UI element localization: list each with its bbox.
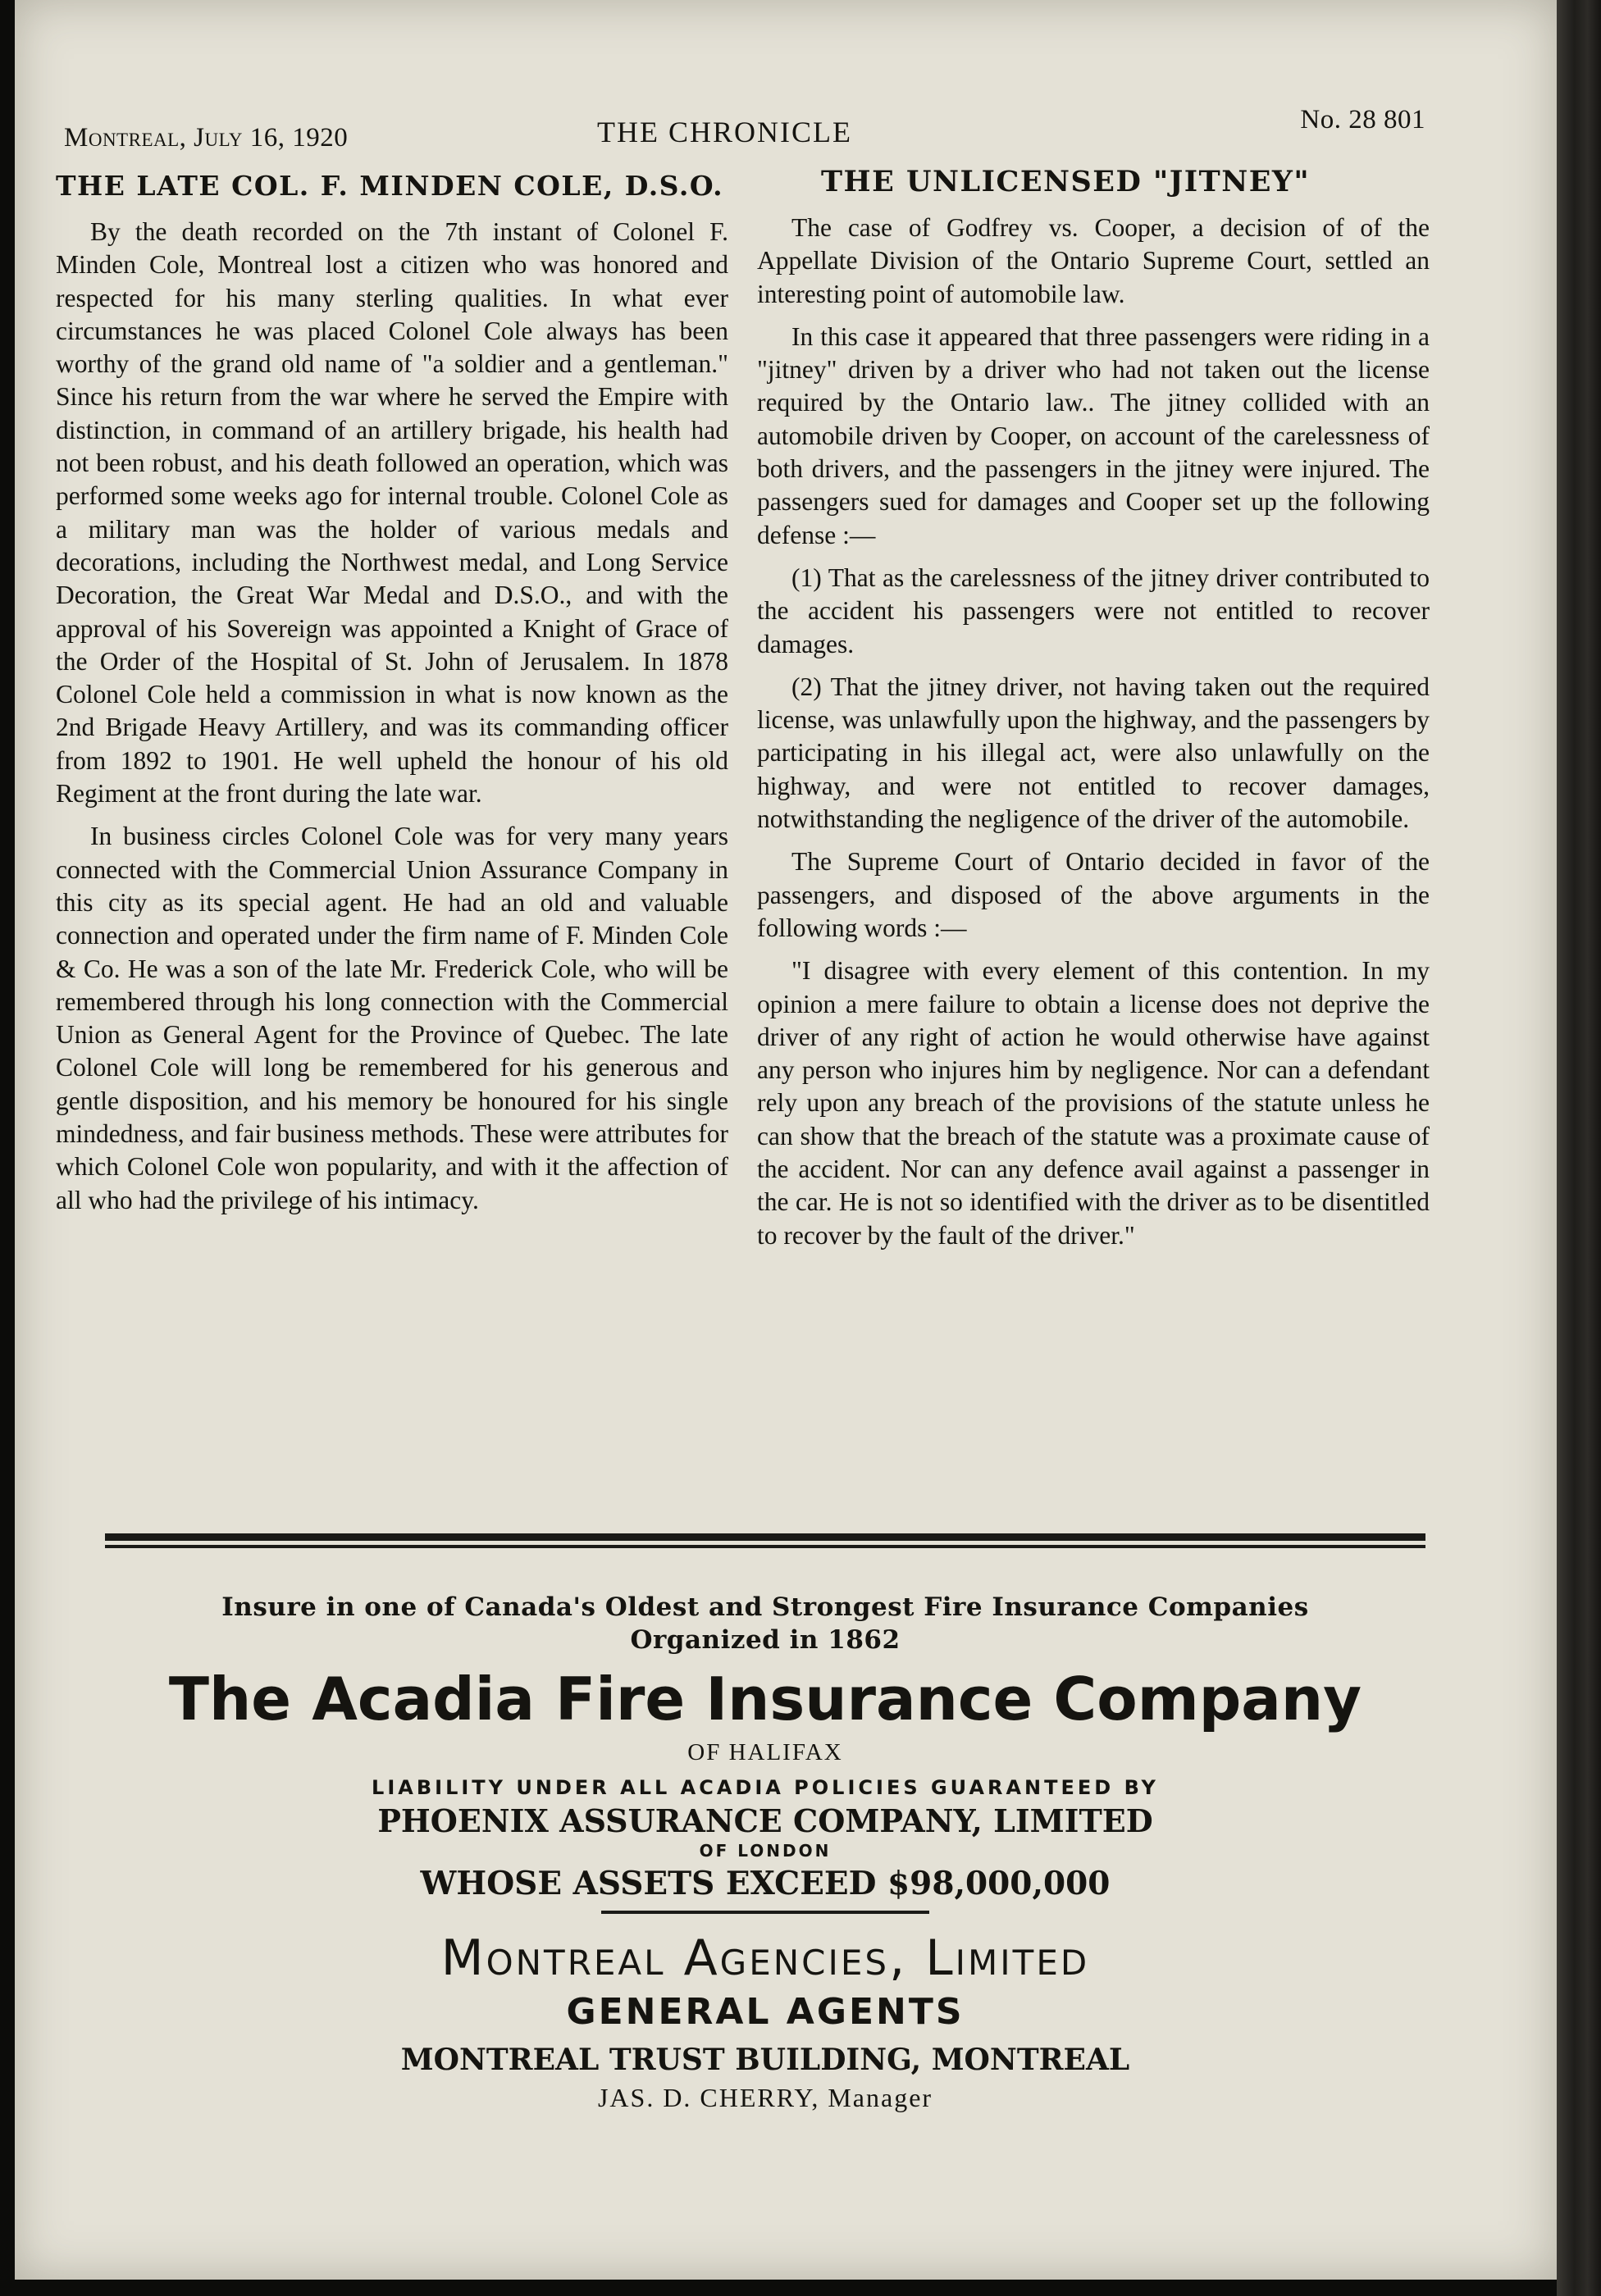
section-divider [105, 1545, 1425, 1548]
article-paragraph: In business circles Colonel Cole was for very many years connected with the Commercial Union Assurance Company in this city as its special agent. He had an old and valuable connection and operated under the firm name of F. Minden Cole & Co. He was a son of the late Mr. Frederick Cole, who will be remembered through his long connection with the Commercial Union as General Agent for the Province of Quebec. The late Colonel Cole will long be remembered for his generous and gentle disposition, and his memory be honoured for his single mindedness, and fair business methods. These were attributes for which Colonel Cole won popularity, and with it the affection of all who had the privilege of his intimacy. [56, 822, 728, 1214]
issue-and-page-number: No. 28 801 [1300, 105, 1425, 134]
magazine-page [15, 0, 1557, 2280]
ad-founding-year: Organized in 1862 [630, 1625, 901, 1655]
ad-agency-address: MONTREAL TRUST BUILDING, MONTREAL [400, 2043, 1130, 2077]
ad-manager: JAS. D. CHERRY, Manager [597, 2083, 933, 2112]
article-paragraph: In this case it appeared that three passengers were riding in a "jitney" driven by a driver who had not taken out the license required by the Ontario law.. The jitney collided with an automobile driven by Cooper, on account of the carelessness of both drivers, and the passengers in the jitney were injured. The passengers sued for damages and Cooper set up the following defense :— [757, 321, 1430, 549]
article-paragraph: (1) That as the carelessness of the jitney driver contributed to the accident his passengers were not entitled to recover damages. [757, 563, 1430, 658]
ad-agency-name: Montreal Agencies, Limited [440, 1929, 1090, 1987]
article-headline: THE UNLICENSED "JITNEY" [821, 165, 1311, 198]
ad-tagline: Insure in one of Canada's Oldest and Strongest Fire Insurance Companies [221, 1592, 1309, 1622]
publication-title: THE CHRONICLE [597, 116, 852, 148]
ad-guarantor-city: OF LONDON [699, 1841, 832, 1861]
section-divider [105, 1533, 1425, 1541]
binding-gutter [1557, 0, 1601, 2296]
article-paragraph: "I disagree with every element of this contention. In my opinion a mere failure to obtain a license does not deprive the driver of any right of action he would otherwise have against any person who injures him by negligence. Nor can a defendant rely upon any breach of the provisions of the statute unless he can show that the breach of the statute was a proximate cause of the accident. Nor can any defence avail against a passenger in the car. He is not so identified with the driver as to be disentitled to recover by the fault of the driver." [757, 956, 1430, 1250]
ad-company-name: The Acadia Fire Insurance Company [168, 1665, 1362, 1733]
ad-liability-note: LIABILITY UNDER ALL ACADIA POLICIES GUARANTEED BY [372, 1776, 1159, 1799]
article-cole-obituary [56, 168, 728, 1227]
running-head [64, 105, 1425, 154]
ad-divider [601, 1911, 929, 1914]
article-paragraph: The case of Godfrey vs. Cooper, a decision of of the Appellate Division of the Ontario Supreme Court, settled an interesting point of automobile law. [757, 213, 1430, 308]
article-paragraph: The Supreme Court of Ontario decided in favor of the passengers, and disposed of the above arguments in the following words :— [757, 847, 1430, 942]
ad-agency-role: GENERAL AGENTS [566, 1991, 965, 2033]
article-unlicensed-jitney [757, 164, 1430, 1262]
ad-assets-statement: WHOSE ASSETS EXCEED $98,000,000 [420, 1865, 1111, 1902]
acadia-insurance-advertisement [105, 1591, 1425, 2116]
article-paragraph: (2) That the jitney driver, not having taken out the required license, was unlawfully upon the highway, and the passengers by participating in his illegal act, were also unlawfully on the highway, and were not entitled to recover damages, notwithstanding the negligence of the driver of the automobile. [757, 672, 1430, 834]
ad-guarantor-name: PHOENIX ASSURANCE COMPANY, LIMITED [377, 1802, 1153, 1839]
article-headline: THE LATE COL. F. MINDEN COLE, D.S.O. [56, 170, 724, 202]
header-dateline: Montreal, July 16, 1920 [64, 123, 349, 153]
article-paragraph: By the death recorded on the 7th instant of Colonel F. Minden Cole, Montreal lost a citizen who was honored and respected for his many sterling qualities. In what ever circumstances he was placed Colonel Cole always has been worthy of the grand old name of "a soldier and a gentleman." Since his return from the war where he served the Empire with distinction, in command of an artillery brigade, his health had not been robust, and his death followed an operation, which was performed some weeks ago for internal trouble. Colonel Cole as a military man was the holder of various medals and decorations, including the Northwest medal, and Long Service Decoration, the Great War Medal and D.S.O., and with the approval of his Sovereign was appointed a Knight of Grace of the Order of the Hospital of St. John of Jerusalem. In 1878 Colonel Cole held a commission in what is now known as the 2nd Brigade Heavy Artillery, and was its commanding officer from 1892 to 1901. He well upheld the honour of his old Regiment at the front during the late war. [56, 217, 728, 809]
ad-company-city: OF HALIFAX [687, 1739, 843, 1765]
